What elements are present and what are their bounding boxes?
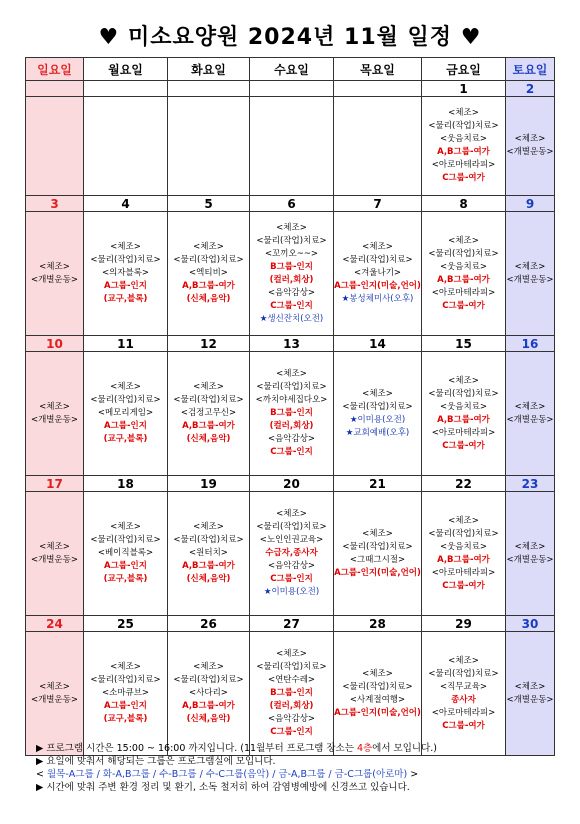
activity-label: <물리(작업)치료> (90, 535, 161, 545)
event-label: ★이미용(오전) (263, 587, 320, 597)
note-text: 에서 모입니다.) (372, 743, 437, 754)
activity-label: <개별운동> (30, 274, 79, 285)
activity-label: <물리(작업)치료> (428, 668, 499, 679)
activity-label: <겨울나기> (353, 268, 402, 278)
calendar-table (25, 57, 555, 756)
activity-label: <물리(작업)치료> (90, 255, 161, 265)
day-cell (506, 97, 555, 196)
date-row (26, 336, 555, 352)
activity-label: <물리(작업)치료> (90, 395, 161, 405)
activity-label: <체조> (362, 668, 393, 679)
day-cell (334, 492, 422, 616)
activity-label: <체조> (193, 662, 224, 672)
group-label: A그룹-인지 (104, 561, 147, 571)
note-text: > (407, 769, 419, 780)
group-label: 종사자 (451, 694, 476, 705)
group-label: (신체,음악) (186, 574, 231, 584)
day-cell (168, 212, 250, 336)
activity-label: <물리(작업)치료> (173, 535, 244, 545)
activity-label: <직무교육> (439, 681, 488, 692)
activity-label: <메모리게임> (97, 408, 154, 418)
activity-label: <개별운동> (30, 554, 79, 565)
weekday-header-row (26, 58, 555, 81)
event-label: ★봉성체미사(오후) (341, 294, 414, 304)
activity-label: <체조> (448, 515, 479, 526)
group-label: A그룹-인지 (104, 701, 147, 711)
group-label: A,B그룹-여가 (437, 274, 490, 285)
activity-label: <물리(작업)치료> (256, 382, 327, 392)
day-number: 4 (84, 196, 168, 212)
page-title (0, 20, 580, 51)
group-label: B그룹-인지 (270, 688, 313, 698)
group-label: A그룹-인지(미술,언어) (334, 281, 421, 291)
activity-label: <엑티비> (189, 268, 228, 278)
activity-label: <개별운동> (30, 414, 79, 425)
day-number: 22 (422, 476, 506, 492)
day-number (250, 81, 334, 97)
activity-label: <아로마테라피> (431, 567, 496, 578)
activity-label: <물리(작업)치료> (173, 255, 244, 265)
activity-label: <물리(작업)치료> (428, 121, 499, 131)
group-label: 수급자,종사자 (265, 548, 318, 558)
day-cell (168, 352, 250, 476)
activity-label: <소마큐브> (101, 688, 150, 698)
weekday-header: 화요일 (168, 58, 250, 81)
group-label: A,B그룹-여가 (182, 561, 235, 571)
activity-label: <개별운동> (506, 274, 554, 285)
day-number: 15 (422, 336, 506, 352)
activity-label: <웃음치료> (439, 541, 488, 552)
activity-label: <의자블록> (101, 268, 150, 278)
activity-row (26, 352, 555, 476)
day-cell (84, 352, 168, 476)
activity-label: <아로마테라피> (431, 707, 496, 718)
activity-label: <사계절여행> (349, 694, 406, 705)
day-number (26, 81, 84, 97)
day-number: 10 (26, 336, 84, 352)
day-number: 25 (84, 616, 168, 632)
day-cell (168, 492, 250, 616)
activity-label: <체조> (514, 681, 546, 692)
group-label: C그룹-인지 (270, 300, 313, 311)
group-label: (교구,블록) (103, 294, 148, 304)
event-label: ★생신잔치(오전) (259, 313, 324, 324)
activity-label: <음악감상> (267, 561, 316, 571)
day-cell (84, 492, 168, 616)
day-number: 7 (334, 196, 422, 212)
activity-label: <체조> (110, 242, 141, 252)
activity-label: <체조> (276, 222, 307, 233)
day-cell (334, 97, 422, 196)
activity-label: <꼬끼오~~> (264, 248, 319, 259)
group-label: C그룹-인지 (270, 447, 313, 457)
day-number: 26 (168, 616, 250, 632)
day-cell (422, 212, 506, 336)
activity-label: <물리(작업)치료> (428, 388, 499, 399)
group-label: (교구,블록) (103, 574, 148, 584)
heart-icon: ♥ (98, 25, 120, 50)
activity-label: <아로마테라피> (431, 160, 496, 170)
group-label: (교구,블록) (103, 714, 148, 724)
day-number: 20 (250, 476, 334, 492)
date-row (26, 81, 555, 97)
note-text: < (36, 769, 47, 780)
activity-label: <체조> (110, 522, 141, 532)
activity-label: <물리(작업)치료> (173, 675, 244, 685)
day-cell (250, 632, 334, 756)
note-line: ▶ 요일에 맞춰서 해당되는 그룹은 프로그램실에 모입니다. (36, 756, 276, 767)
activity-label: <체조> (193, 382, 224, 392)
group-label: C그룹-여가 (442, 300, 485, 311)
activity-label: <물리(작업)치료> (90, 675, 161, 685)
activity-label: <체조> (514, 134, 546, 144)
day-number: 1 (422, 81, 506, 97)
group-label: B그룹-인지 (270, 408, 313, 418)
activity-label: <체조> (448, 655, 479, 666)
group-label: A,B그룹-여가 (437, 554, 490, 565)
activity-label: <물리(작업)치료> (428, 528, 499, 539)
title-text: 미소요양원 2024년 11월 일정 (127, 25, 453, 50)
day-cell (26, 632, 84, 756)
activity-label: <웃음치료> (439, 261, 488, 272)
activity-label: <체조> (362, 242, 393, 252)
day-cell (84, 632, 168, 756)
day-cell (422, 352, 506, 476)
group-label: A그룹-인지 (104, 281, 147, 291)
weekday-header: 수요일 (250, 58, 334, 81)
heart-icon: ♥ (460, 25, 482, 50)
event-label: ★이미용(오전) (349, 414, 406, 425)
activity-label: <그때그시절> (349, 554, 406, 565)
activity-label: <체조> (514, 261, 546, 272)
activity-label: <까치야세집다오> (255, 395, 328, 405)
activity-label: <체조> (448, 108, 479, 118)
day-cell (26, 97, 84, 196)
group-label: (컬러,회상) (269, 274, 314, 285)
activity-label: <사다리> (189, 688, 228, 698)
group-label: C그룹-여가 (442, 173, 485, 183)
activity-label: <개별운동> (506, 147, 554, 157)
weekday-header: 토요일 (506, 58, 555, 81)
day-cell (506, 632, 555, 756)
activity-label: <체조> (276, 509, 307, 519)
activity-label: <체조> (448, 235, 479, 246)
group-label: C그룹-여가 (442, 720, 485, 731)
day-cell (506, 352, 555, 476)
activity-label: <웃음치료> (439, 134, 488, 144)
note-line (36, 768, 556, 781)
day-number: 8 (422, 196, 506, 212)
group-label: A,B그룹-여가 (182, 281, 235, 291)
activity-row (26, 492, 555, 616)
day-cell (506, 492, 555, 616)
date-row (26, 616, 555, 632)
activity-row (26, 632, 555, 756)
activity-label: <체조> (514, 401, 546, 412)
group-label: A,B그룹-여가 (182, 701, 235, 711)
activity-label: <체조> (448, 375, 479, 386)
activity-label: <물리(작업)치료> (342, 541, 413, 552)
event-label: ★교회예배(오후) (345, 427, 410, 438)
group-label: (컬러,회상) (269, 701, 314, 711)
activity-label: <노인인권교육> (259, 535, 324, 545)
weekday-header: 일요일 (26, 58, 84, 81)
group-label: B그룹-인지 (270, 261, 313, 272)
day-cell (168, 632, 250, 756)
weekday-header: 목요일 (334, 58, 422, 81)
note-line: ▶ 시간에 맞춰 주변 환경 정리 및 환기, 소독 철저히 하여 감염병예방에 신경쓰고 있습니다. (36, 782, 410, 793)
activity-label: <베이직블록> (97, 548, 154, 558)
activity-label: <연탄수레> (267, 675, 316, 685)
day-number: 9 (506, 196, 555, 212)
group-label: A,B그룹-여가 (182, 421, 235, 431)
group-schedule: 월목-A그룹 / 화-A,B그룹 / 수-B그룹 / 수-C그룹(음악) / 금-A,B그룹 / 금-C그룹(아로마) (46, 769, 408, 780)
activity-label: <체조> (39, 401, 70, 412)
activity-label: <체조> (110, 382, 141, 392)
day-number: 30 (506, 616, 555, 632)
notes-section (36, 742, 556, 794)
date-row (26, 196, 555, 212)
day-number: 28 (334, 616, 422, 632)
day-number: 11 (84, 336, 168, 352)
activity-label: <음악감상> (267, 434, 316, 444)
day-number: 12 (168, 336, 250, 352)
group-label: (교구,블록) (103, 434, 148, 444)
group-label: C그룹-인지 (270, 574, 313, 584)
day-number: 2 (506, 81, 555, 97)
day-number: 18 (84, 476, 168, 492)
activity-label: <체조> (362, 388, 393, 399)
day-number: 16 (506, 336, 555, 352)
day-cell (26, 352, 84, 476)
activity-label: <물리(작업)치료> (256, 522, 327, 532)
day-cell (506, 212, 555, 336)
day-number: 21 (334, 476, 422, 492)
group-label: A그룹-인지(미술,언어) (334, 567, 421, 578)
activity-label: <음악감상> (267, 287, 316, 298)
group-label: C그룹-여가 (442, 580, 485, 591)
activity-label: <체조> (362, 528, 393, 539)
activity-label: <개별운동> (506, 414, 554, 425)
day-cell (250, 492, 334, 616)
activity-label: <체조> (193, 522, 224, 532)
weekday-header: 금요일 (422, 58, 506, 81)
activity-label: <물리(작업)치료> (342, 681, 413, 692)
day-number (168, 81, 250, 97)
day-number: 13 (250, 336, 334, 352)
day-cell (26, 212, 84, 336)
day-cell (334, 352, 422, 476)
activity-label: <체조> (39, 541, 70, 552)
activity-label: <원터치> (189, 548, 228, 558)
day-cell (334, 212, 422, 336)
activity-label: <체조> (276, 649, 307, 659)
group-label: A그룹-인지 (104, 421, 147, 431)
activity-label: <물리(작업)치료> (342, 401, 413, 412)
activity-label: <체조> (276, 369, 307, 379)
activity-label: <아로마테라피> (431, 427, 496, 438)
activity-label: <체조> (514, 541, 546, 552)
day-cell (422, 492, 506, 616)
group-label: C그룹-인지 (270, 727, 313, 737)
note-text: ▶ 프로그램 시간은 15:00 ~ 16:00 까지입니다. (11월부터 프로그램 장소는 (36, 743, 357, 754)
activity-label: <체조> (39, 261, 70, 272)
day-number: 3 (26, 196, 84, 212)
day-cell (84, 212, 168, 336)
day-cell (250, 212, 334, 336)
activity-label: <체조> (110, 662, 141, 672)
activity-label: <물리(작업)치료> (173, 395, 244, 405)
activity-label: <개별운동> (30, 694, 79, 705)
group-label: A,B그룹-여가 (437, 414, 490, 425)
activity-label: <검정고무신> (180, 408, 237, 418)
activity-label: <물리(작업)치료> (428, 248, 499, 259)
group-label: C그룹-여가 (442, 440, 485, 451)
activity-label: <웃음치료> (439, 401, 488, 412)
day-cell (250, 352, 334, 476)
group-label: (신체,음악) (186, 294, 231, 304)
activity-row (26, 97, 555, 196)
day-cell (334, 632, 422, 756)
group-label: (컬러,회상) (269, 421, 314, 431)
group-label: A,B그룹-여가 (437, 147, 490, 157)
date-row (26, 476, 555, 492)
day-number (84, 81, 168, 97)
activity-label: <체조> (39, 681, 70, 692)
note-highlight: 4층 (356, 743, 373, 754)
group-label: A그룹-인지(미술,언어) (334, 707, 421, 718)
day-number: 24 (26, 616, 84, 632)
activity-label: <물리(작업)치료> (256, 235, 327, 246)
note-line (36, 742, 556, 755)
day-cell (168, 97, 250, 196)
activity-label: <체조> (193, 242, 224, 252)
day-number: 27 (250, 616, 334, 632)
group-label: (신체,음악) (186, 434, 231, 444)
weekday-header: 월요일 (84, 58, 168, 81)
activity-row (26, 212, 555, 336)
day-number: 6 (250, 196, 334, 212)
day-number: 29 (422, 616, 506, 632)
day-cell (250, 97, 334, 196)
activity-label: <아로마테라피> (431, 287, 496, 298)
activity-label: <개별운동> (506, 554, 554, 565)
day-number: 23 (506, 476, 555, 492)
day-number: 5 (168, 196, 250, 212)
activity-label: <물리(작업)치료> (256, 662, 327, 672)
day-cell (422, 97, 506, 196)
day-cell (84, 97, 168, 196)
day-number: 14 (334, 336, 422, 352)
day-cell (422, 632, 506, 756)
activity-label: <개별운동> (506, 694, 554, 705)
group-label: (신체,음악) (186, 714, 231, 724)
activity-label: <물리(작업)치료> (342, 255, 413, 265)
day-number: 17 (26, 476, 84, 492)
activity-label: <음악감상> (267, 714, 316, 724)
day-number (334, 81, 422, 97)
day-cell (26, 492, 84, 616)
day-number: 19 (168, 476, 250, 492)
